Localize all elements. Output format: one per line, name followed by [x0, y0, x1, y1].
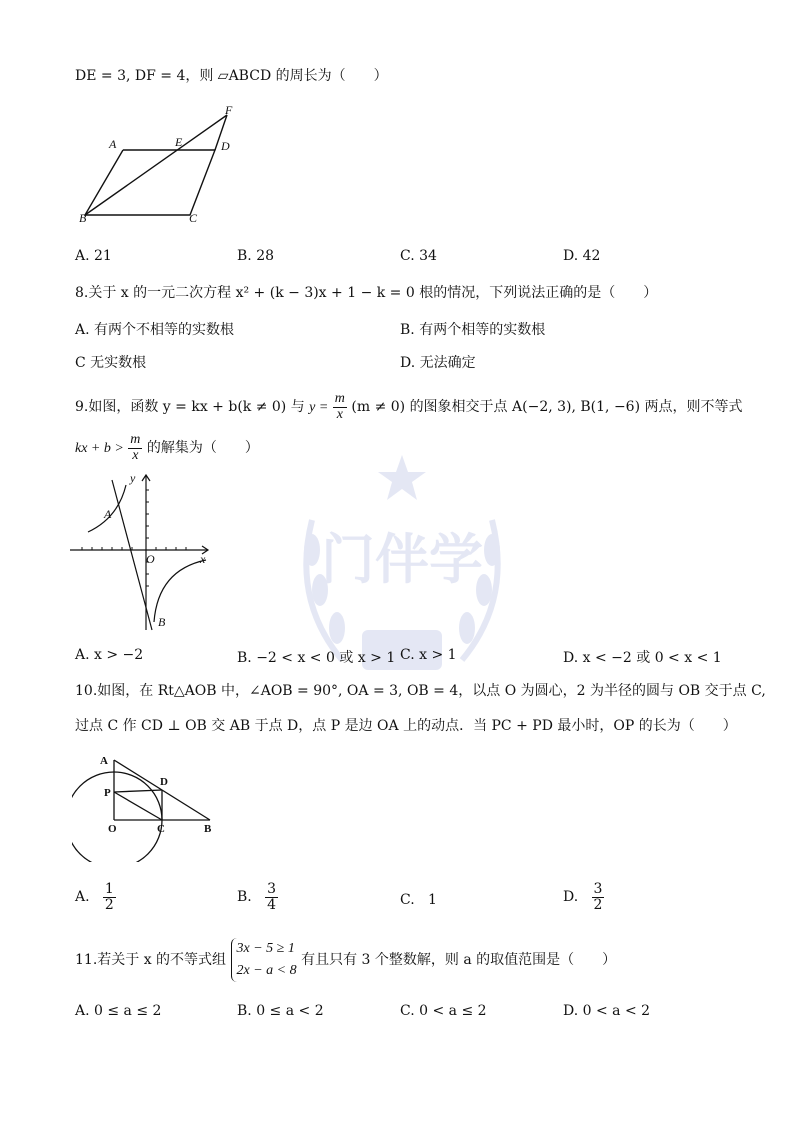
q7-label-f: F: [225, 103, 233, 117]
q9-stem-fraction: [333, 392, 347, 422]
q10-option-b-den: 4: [267, 896, 277, 913]
q9-stem: [75, 392, 743, 422]
q9-stem-y-eq: y =: [309, 400, 329, 416]
q10-option-a-num: 1: [104, 881, 114, 897]
q9-stem-part2: (m ≠ 0) 的图象相交于点 A(−2, 3), B(1, −6) 两点，则不等式: [351, 399, 743, 416]
q9-stem-frac-num: m: [334, 391, 345, 406]
q10-option-b-num: 3: [267, 881, 277, 897]
q8-option-a[interactable]: A. 有两个不相等的实数根: [75, 322, 235, 338]
q10-stem-line2: 过点 C 作 CD ⊥ OB 交 AB 于点 D，点 P 是边 OA 上的动点．当 PC + PD 最小时，OP 的长为（ ）: [75, 718, 737, 734]
q11-option-d[interactable]: D. 0 < a < 2: [563, 1003, 651, 1019]
q9-ineq-frac-den: x: [132, 447, 139, 463]
q9-option-d[interactable]: D. x < −2 或 0 < x < 1: [563, 650, 722, 666]
q8-stem: 8.关于 x 的一元二次方程 x² + (k − 3)x + 1 − k = 0 根的情况，下列说法正确的是（ ）: [75, 285, 658, 301]
q10-option-c[interactable]: [400, 892, 437, 908]
q10-option-d-den: 2: [593, 896, 603, 913]
q10-option-b[interactable]: [237, 882, 278, 912]
q10-option-a-letter: A.: [75, 889, 90, 906]
q7-option-d[interactable]: D. 42: [563, 248, 601, 264]
q11-system-line1: 3x − 5 ≥ 1: [236, 941, 295, 956]
q10-label-p: P: [104, 787, 111, 799]
q9-ineq-lhs: kx + b >: [75, 441, 124, 457]
q9-option-a[interactable]: A. x > −2: [75, 647, 144, 663]
q7-label-b: B: [79, 211, 87, 225]
q11-option-a[interactable]: A. 0 ≤ a ≤ 2: [75, 1003, 162, 1019]
q10-stem-line1: 10.如图，在 Rt△AOB 中，∠AOB = 90°, OA = 3, OB = 4，以点 O 为圆心，2 为半径的圆与 OB 交于点 C,: [75, 683, 766, 699]
q8-option-b[interactable]: B. 有两个相等的实数根: [400, 322, 546, 338]
q8-option-d[interactable]: D. 无法确定: [400, 355, 476, 371]
q7-label-d: D: [221, 139, 230, 153]
q11-stem: [75, 938, 616, 982]
q11-inequality-system: [231, 938, 297, 982]
q10-circle-triangle-figure: [72, 752, 222, 862]
q10-option-b-fraction: [265, 882, 278, 912]
q10-option-d-letter: D.: [563, 889, 579, 906]
q10-option-b-letter: B.: [237, 889, 252, 906]
q10-option-d-num: 3: [593, 881, 603, 897]
q7-option-c[interactable]: C. 34: [400, 248, 437, 264]
q9-label-b: B: [158, 615, 166, 629]
q9-label-x: x: [200, 552, 206, 566]
q7-label-c: C: [189, 211, 198, 225]
q10-label-c: C: [157, 823, 165, 835]
q11-option-b[interactable]: B. 0 ≤ a < 2: [237, 1003, 324, 1019]
q9-function-graph: [68, 470, 218, 635]
q9-option-c[interactable]: C. x > 1: [400, 647, 457, 663]
q9-label-a: A: [104, 507, 112, 521]
q10-label-a: A: [100, 755, 108, 767]
q7-option-a[interactable]: A. 21: [75, 248, 112, 264]
q9-label-y: y: [130, 471, 136, 485]
q9-stem-frac-den: x: [336, 406, 343, 422]
q9-ineq-fraction: [128, 433, 142, 463]
q9-label-o: O: [146, 552, 155, 566]
q10-label-b: B: [204, 823, 212, 835]
q8-option-c[interactable]: C 无实数根: [75, 355, 147, 371]
svg-text:门伴学: 门伴学: [321, 530, 483, 590]
q10-option-c-value: 1: [428, 892, 437, 908]
q9-inequality: [75, 433, 259, 463]
q7-parallelogram-figure: [75, 100, 245, 230]
q9-stem-part1: 9.如图，函数 y = kx + b(k ≠ 0) 与: [75, 399, 305, 416]
q10-option-a[interactable]: [75, 882, 116, 912]
q11-system-line2: 2x − a < 8: [236, 963, 297, 978]
q7-label-a: A: [109, 137, 117, 151]
q10-label-d: D: [160, 776, 168, 788]
q11-stem-pre: 11.若关于 x 的不等式组: [75, 952, 227, 968]
q11-stem-post: 有且只有 3 个整数解，则 a 的取值范围是（ ）: [301, 952, 617, 968]
q7-option-b[interactable]: B. 28: [237, 248, 275, 264]
q7-stem: [75, 67, 388, 85]
q10-option-a-fraction: [103, 882, 116, 912]
q7-label-e: E: [175, 135, 183, 149]
q11-option-c[interactable]: C. 0 < a ≤ 2: [400, 1003, 487, 1019]
q10-option-c-letter: C.: [400, 892, 415, 908]
q7-stem-text: DE = 3, DF = 4，则 ▱ABCD 的周长为（ ）: [75, 68, 388, 84]
q9-option-b[interactable]: B. −2 < x < 0 或 x > 1: [237, 650, 396, 666]
q10-option-d[interactable]: [563, 882, 604, 912]
q10-label-o: O: [108, 823, 117, 835]
q10-option-d-fraction: [592, 882, 605, 912]
q10-option-a-den: 2: [104, 896, 114, 913]
q9-ineq-frac-num: m: [130, 432, 141, 447]
q9-ineq-tail: 的解集为（ ）: [146, 440, 259, 457]
